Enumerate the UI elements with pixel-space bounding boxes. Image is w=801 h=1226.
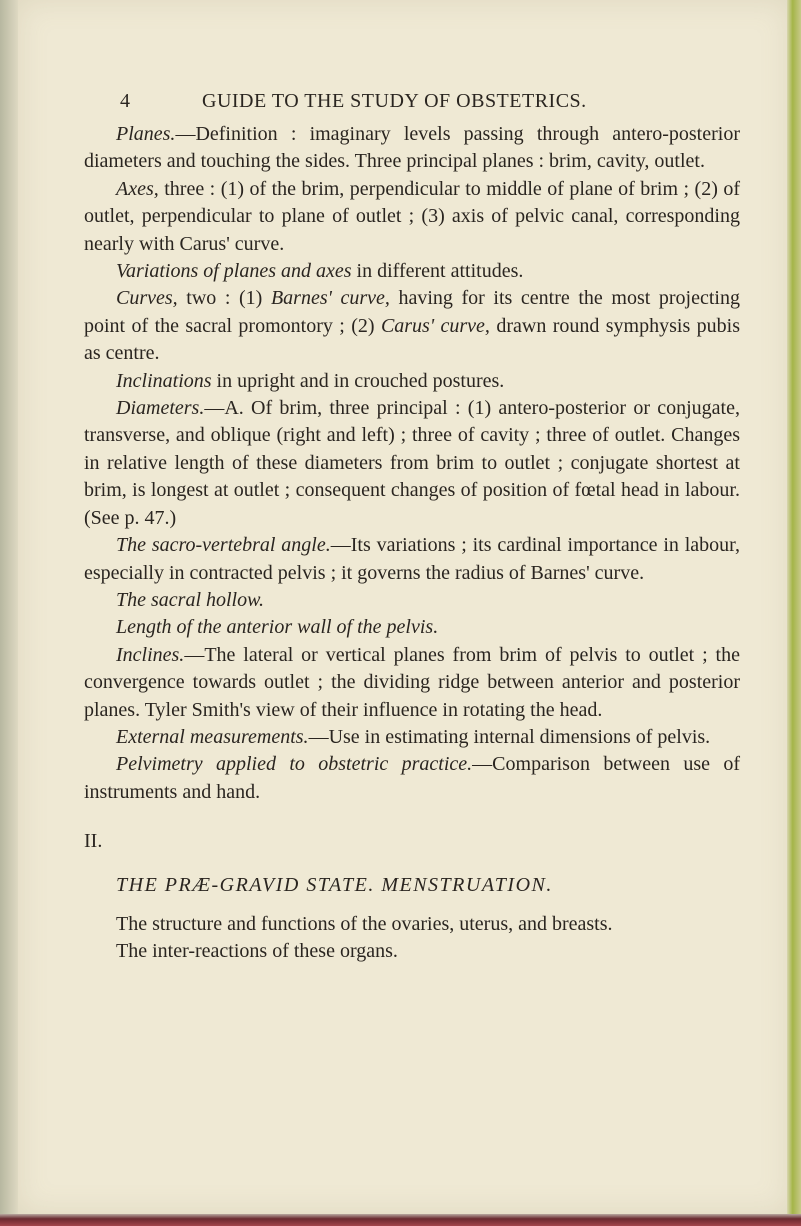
paragraph-inter-reactions: The inter-reactions of these organs. (116, 940, 398, 963)
lead-term-barnes: Barnes' curve, (270, 287, 390, 310)
paragraph-text: drawn round symphysis pubis as centre. (84, 314, 740, 365)
paragraph-text: two : (1) (177, 287, 271, 310)
lead-term: External measurements. (116, 725, 309, 748)
paragraph-inclinations (84, 368, 740, 395)
paragraph-planes (84, 121, 740, 176)
paragraph-sacral-hollow (84, 587, 740, 614)
paragraph-text: three : (1) of the brim, perpendicular to middle of plane of brim ; (2) of outlet, perpendicular to plane of outlet ; (3) axis of pelvic canal, corresponding nearly with Carus' curve. (84, 177, 740, 255)
lead-term-carus: Carus' curve, (380, 314, 490, 337)
paragraph-text: —The lateral or vertical planes from brim of pelvis to outlet ; the convergence towards outlet ; the dividing ridge between anterior and posterior planes. Tyler Smith's view of their influence in rotating the head. (84, 643, 740, 721)
paragraph-text: having for its centre the most projecting point of the sacral promontory ; (2) (84, 287, 740, 337)
paragraph-pelvimetry (84, 751, 740, 806)
paragraph-text: in upright and in crouched postures. (211, 369, 505, 392)
lead-term: The sacro-vertebral angle. (116, 534, 331, 557)
paragraph-axes (84, 176, 740, 258)
lead-term: Inclinations (116, 369, 212, 392)
lead-term: Pelvimetry applied to obstetric practice. (116, 753, 473, 776)
paragraph-variations (84, 258, 740, 285)
paragraph-sacro-vertebral (84, 532, 740, 587)
paragraph-anterior-wall (84, 614, 740, 641)
paragraph-text: —Definition : imaginary levels passing through antero-posterior diameters and touching the sides. Three principal planes : brim, cavity, outlet. (84, 123, 740, 173)
lead-term: Inclines. (116, 643, 185, 666)
page-left-edge (0, 0, 18, 1226)
paragraph-inclines (84, 642, 740, 724)
paragraph-structure: The structure and functions of the ovaries, uterus, and breasts. (116, 912, 613, 935)
paragraph-text: —Comparison between use of instruments and hand. (84, 753, 741, 803)
page-content (84, 121, 740, 966)
paragraph-curves (84, 285, 740, 367)
lead-term: Axes, (116, 177, 159, 200)
lead-term: Planes. (116, 123, 176, 145)
paragraph-text: —Its variations ; its cardinal importance in labour, especially in contracted pelvis ; it governs the radius of Barnes' curve. (84, 534, 740, 584)
lead-term: Length of the anterior wall of the pelvis. (116, 616, 439, 639)
section-number: II. (84, 830, 103, 853)
page-number: 4 (120, 90, 131, 112)
paragraph-text: —A. Of brim, three principal : (1) antero-posterior or conjugate, transverse, and oblique (right and left) ; three of cavity ; three of outlet. Changes in relative length of these diameters from brim to outlet ; conjugate shortest at brim, is longest at outlet ; consequent changes of position of fœtal head in labour. (See p. 47.) (84, 397, 740, 529)
section-title: THE PRÆ-GRAVID STATE. MENSTRUATION. (116, 873, 553, 896)
lead-term: The sacral hollow. (116, 588, 264, 611)
paragraph-diameters (84, 395, 740, 532)
page-bottom-edge (0, 1214, 801, 1226)
lead-term: Curves, (116, 287, 178, 310)
paragraph-text: —Use in estimating internal dimensions of pelvis. (308, 725, 711, 748)
lead-term: Variations of planes and axes (116, 260, 352, 283)
paragraph-external-measurements (84, 724, 740, 751)
paragraph-text: in different attitudes. (351, 260, 524, 283)
book-spine-edge (787, 0, 801, 1226)
lead-term: Diameters. (116, 397, 205, 420)
running-title: GUIDE TO THE STUDY OF OBSTETRICS. (202, 90, 587, 112)
